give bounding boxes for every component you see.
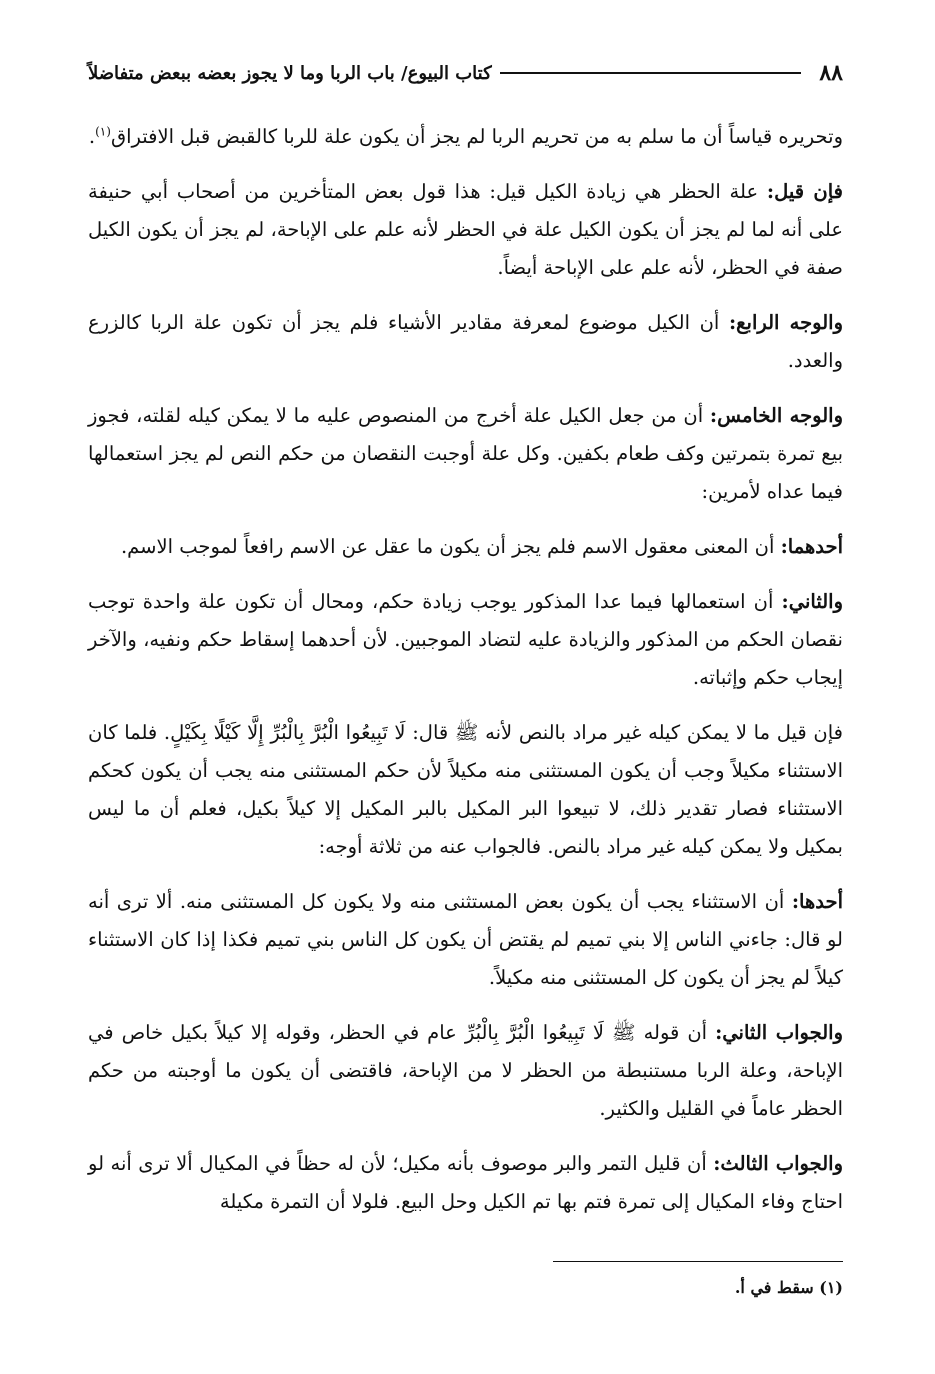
paragraph-lead: والثاني:: [781, 590, 843, 613]
header-rule: [500, 72, 802, 74]
paragraph: [88, 1145, 843, 1221]
paragraph: [88, 304, 843, 380]
paragraph: [88, 714, 843, 866]
paragraph: [88, 528, 843, 566]
paragraph: [88, 1014, 843, 1128]
chapter-title: كتاب البيوع/ باب الربا وما لا يجوز بعضه ببعض متفاضلاً: [88, 62, 492, 84]
paragraph-lead: أحدهما:: [780, 535, 843, 558]
paragraph-text: أن قوله ﷺ لَا تَبِيعُوا الْبُرَّ بِالْبُرِّ عام في الحظر، وقوله إلا كيلاً بكيل خاص في الإباحة، وعلة الربا مستنبطة من الحظر لا من الإباحة، فاقتضى أن يكون ما أوجبته من حكم الحظر عاماً في القليل والكثير.: [88, 1021, 843, 1120]
paragraph-text: وتحريره قياساً أن ما سلم به من تحريم الربا لم يجز أن يكون علة للربا كالقبض قبل الافتراق: [110, 125, 843, 148]
running-head: [88, 56, 843, 90]
paragraph-lead: والوجه الرابع:: [728, 311, 844, 334]
paragraph-tail: .: [88, 125, 96, 148]
paragraph: [88, 397, 843, 511]
paragraph: [88, 883, 843, 997]
main-text: [88, 118, 843, 1221]
paragraph-text: فإن قيل ما لا يمكن كيله غير مراد بالنص لأنه ﷺ قال: لَا تَبِيعُوا الْبُرَّ بِالْبُرِّ إِلَّا كَيْلًا بِكَيْلٍ. فلما كان الاستثناء مكيلاً وجب أن يكون المستثنى منه مكيلاً لأن حكم المستثنى منه يجب أن يكون كحكم الاستثناء فصار تقدير ذلك، لا تبيعوا البر المكيل بالبر المكيل إلا كيلاً بكيل، فعلم أن ما ليس بمكيل ولا يمكن كيله غير مراد بالنص. فالجواب عنه من ثلاثة أوجه:: [88, 721, 843, 858]
paragraph-text: أن قليل التمر والبر موصوف بأنه مكيل؛ لأن له حظاً في المكيال ألا ترى أنه لو احتاج وفاء المكيال إلى تمرة فتم بها تم الكيل وحل البيع. فلولا أن التمرة مكيلة: [88, 1152, 843, 1213]
paragraph-text: أن من جعل الكيل علة أخرج من المنصوص عليه ما لا يمكن كيله لقلته، فجوز بيع تمرة بتمرتين وكف طعام بكفين. وكل علة أوجبت النقصان من حكم النص لم يجز استعمالها فيما عداه لأمرين:: [88, 404, 843, 503]
paragraph-lead: فإن قيل:: [766, 180, 844, 203]
paragraph-text: علة الحظر هي زيادة الكيل قيل: هذا قول بعض المتأخرين من أصحاب أبي حنيفة على أنه لما لم يجز أن يكون الكيل علة في الحظر لأنه علم على الإباحة، لم يجز أن يكون الكيل صفة في الحظر، لأنه علم على الإباحة أيضاً.: [88, 180, 843, 279]
paragraph-lead: والجواب الثاني:: [715, 1021, 843, 1044]
page-number: ٨٨: [819, 60, 843, 86]
paragraph: [88, 118, 843, 156]
footnote-marker: (١): [95, 124, 111, 139]
paragraph: [88, 583, 843, 697]
paragraph-text: أن الاستثناء يجب أن يكون بعض المستثنى منه ولا يكون كل المستثنى منه. ألا ترى أنه لو قال: جاءني الناس إلا بني تميم لم يقتض أن يكون كل الناس بني تميم فكذا إذا كان الاستثناء كيلاً لم يجز أن يكون كل المستثنى منه مكيلاً.: [88, 890, 843, 989]
paragraph-text: أن الكيل موضوع لمعرفة مقادير الأشياء فلم يجز أن تكون علة الربا كالزرع والعدد.: [88, 311, 843, 372]
paragraph: [88, 173, 843, 287]
footnote: (١) سقط في أ.: [734, 1278, 843, 1297]
page: [88, 56, 843, 1356]
footnote-rule: [553, 1261, 843, 1262]
paragraph-text: أن المعنى معقول الاسم فلم يجز أن يكون ما عقل عن الاسم رافعاً لموجب الاسم.: [120, 535, 781, 558]
paragraph-lead: أحدها:: [791, 890, 843, 913]
paragraph-text: أن استعمالها فيما عدا المذكور يوجب زيادة حكم، ومحال أن تكون علة واحدة توجب نقصان الحكم من المذكور والزيادة عليه لتضاد الموجبين. لأن أحدهما إسقاط حكم ونفيه، والآخر إيجاب حكم وإثباته.: [88, 590, 843, 689]
paragraph-lead: والجواب الثالث:: [713, 1152, 843, 1175]
paragraph-lead: والوجه الخامس:: [709, 404, 843, 427]
